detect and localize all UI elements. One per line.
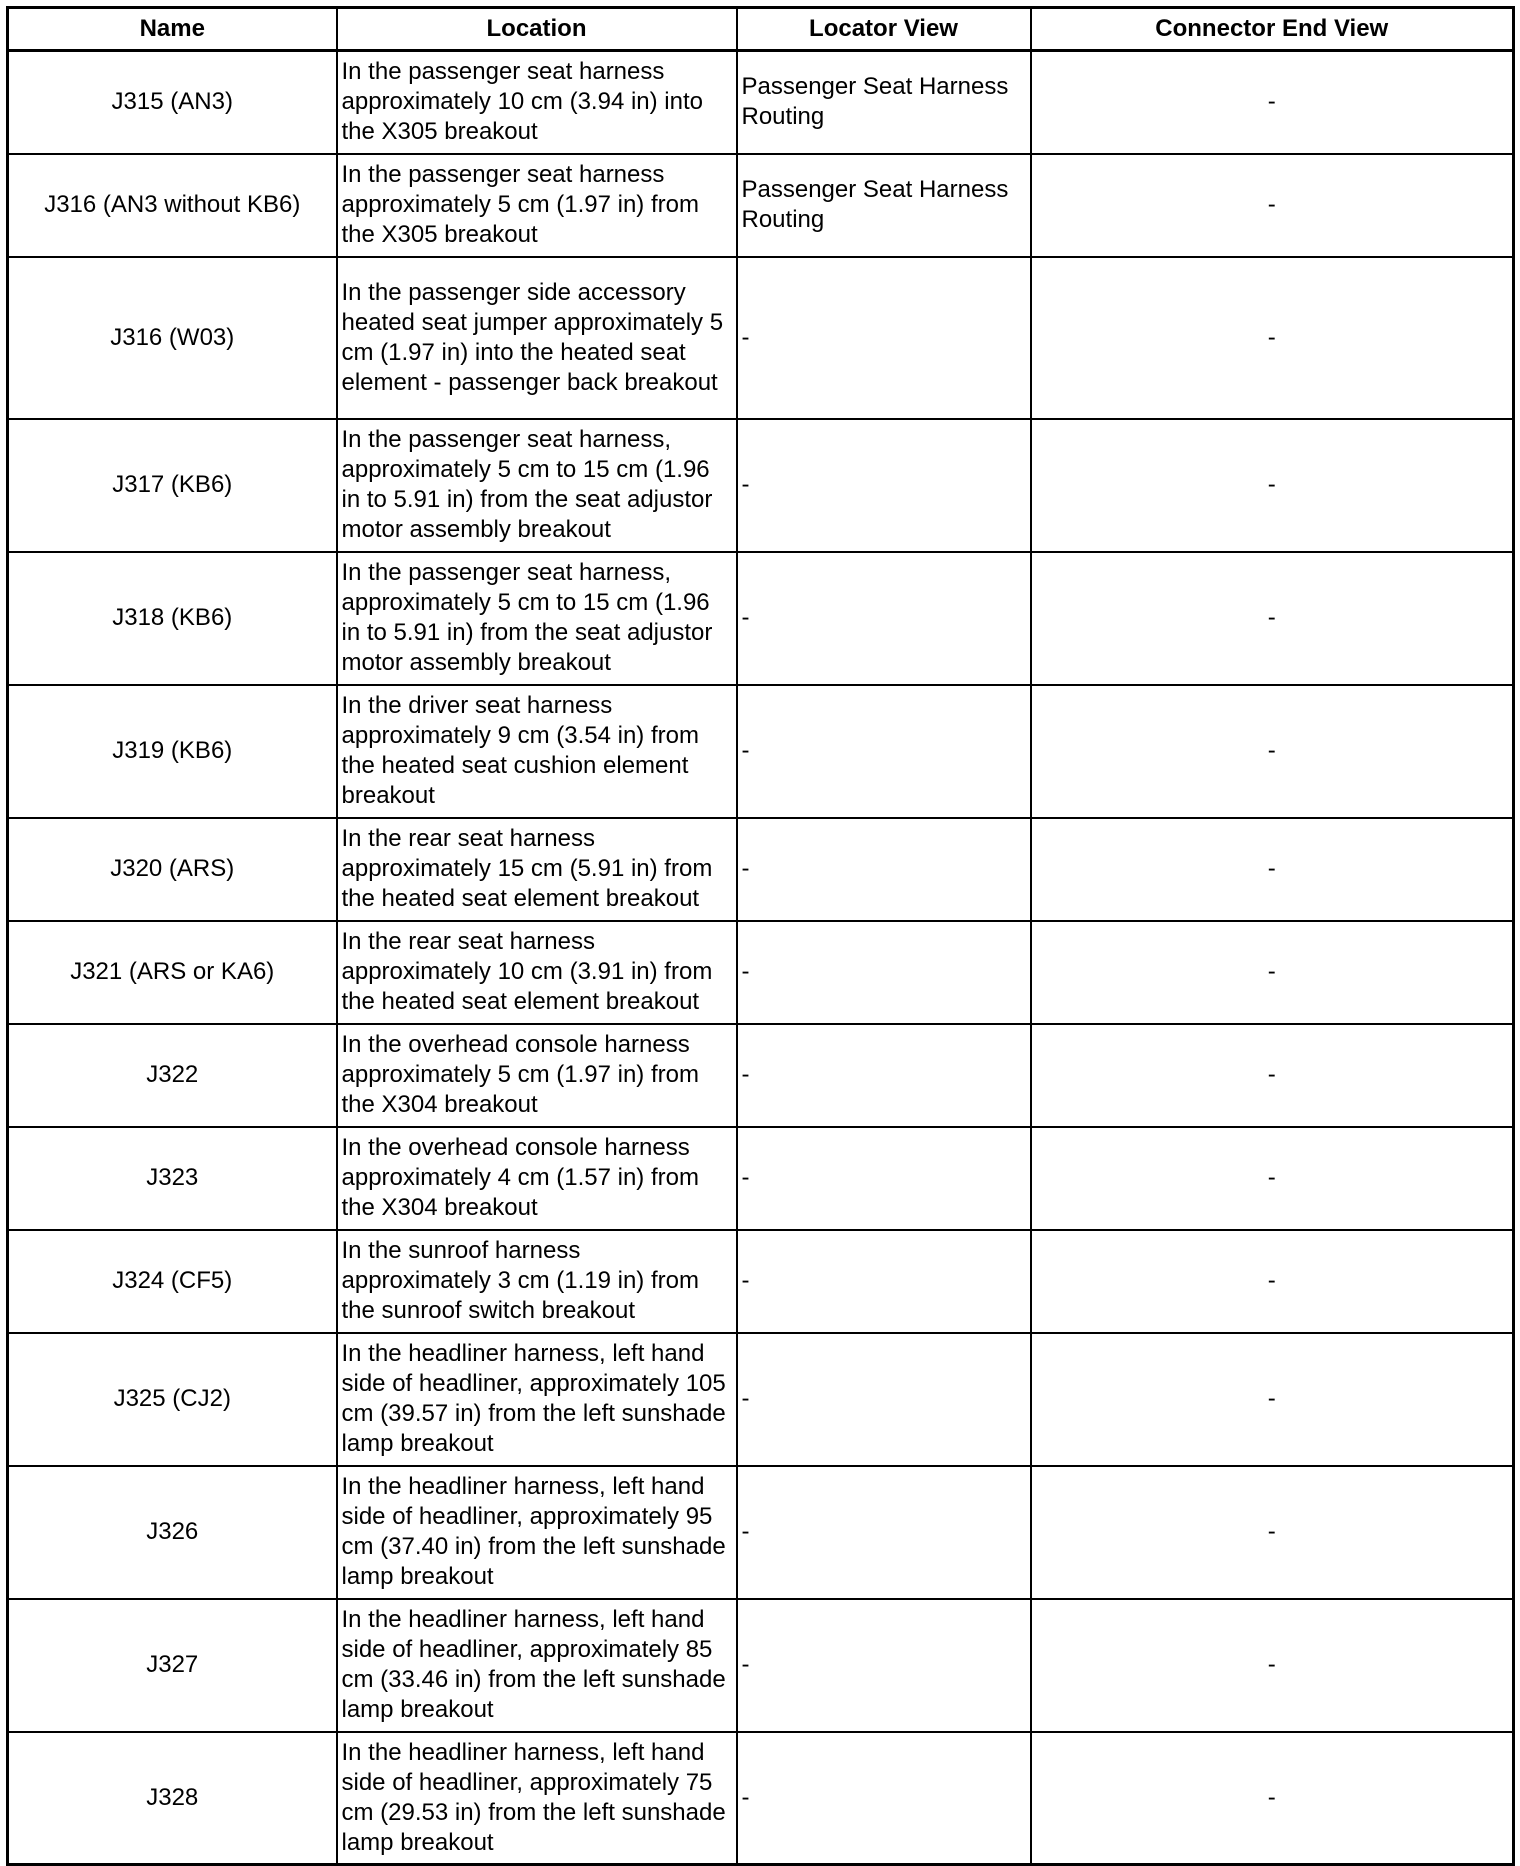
table-row bbox=[8, 818, 1514, 921]
cell-name: J328 bbox=[8, 1732, 337, 1865]
cell-connector-end-view: - bbox=[1031, 257, 1514, 419]
cell-connector-end-view: - bbox=[1031, 818, 1514, 921]
cell-location: In the passenger seat harness, approximately 5 cm to 15 cm (1.96 in to 5.91 in) from the seat adjustor motor assembly breakout bbox=[337, 552, 737, 685]
cell-connector-end-view: - bbox=[1031, 921, 1514, 1024]
cell-connector-end-view: - bbox=[1031, 1333, 1514, 1466]
cell-location: In the headliner harness, left hand side of headliner, approximately 105 cm (39.57 in) from the left sunshade lamp breakout bbox=[337, 1333, 737, 1466]
cell-name: J321 (ARS or KA6) bbox=[8, 921, 337, 1024]
cell-name: J326 bbox=[8, 1466, 337, 1599]
cell-name: J318 (KB6) bbox=[8, 552, 337, 685]
cell-locator-view: - bbox=[737, 685, 1031, 818]
cell-name: J317 (KB6) bbox=[8, 419, 337, 552]
header-name: Name bbox=[8, 8, 337, 51]
cell-locator-view: Passenger Seat Harness Routing bbox=[737, 51, 1031, 154]
cell-location: In the headliner harness, left hand side of headliner, approximately 95 cm (37.40 in) from the left sunshade lamp breakout bbox=[337, 1466, 737, 1599]
cell-name: J320 (ARS) bbox=[8, 818, 337, 921]
cell-location: In the overhead console harness approximately 5 cm (1.97 in) from the X304 breakout bbox=[337, 1024, 737, 1127]
table-row bbox=[8, 154, 1514, 257]
cell-name: J315 (AN3) bbox=[8, 51, 337, 154]
cell-location: In the headliner harness, left hand side of headliner, approximately 75 cm (29.53 in) from the left sunshade lamp breakout bbox=[337, 1732, 737, 1865]
cell-name: J316 (W03) bbox=[8, 257, 337, 419]
cell-name: J319 (KB6) bbox=[8, 685, 337, 818]
cell-connector-end-view: - bbox=[1031, 51, 1514, 154]
cell-connector-end-view: - bbox=[1031, 1466, 1514, 1599]
cell-connector-end-view: - bbox=[1031, 419, 1514, 552]
cell-location: In the passenger side accessory heated seat jumper approximately 5 cm (1.97 in) into the heated seat element - passenger back breakout bbox=[337, 257, 737, 419]
cell-locator-view: Passenger Seat Harness Routing bbox=[737, 154, 1031, 257]
cell-locator-view: - bbox=[737, 419, 1031, 552]
header-location: Location bbox=[337, 8, 737, 51]
cell-locator-view: - bbox=[737, 257, 1031, 419]
cell-name: J316 (AN3 without KB6) bbox=[8, 154, 337, 257]
table-row bbox=[8, 685, 1514, 818]
cell-locator-view: - bbox=[737, 1127, 1031, 1230]
cell-location: In the passenger seat harness approximately 5 cm (1.97 in) from the X305 breakout bbox=[337, 154, 737, 257]
table-row bbox=[8, 1230, 1514, 1333]
table-row bbox=[8, 1333, 1514, 1466]
cell-location: In the passenger seat harness approximately 10 cm (3.94 in) into the X305 breakout bbox=[337, 51, 737, 154]
cell-location: In the headliner harness, left hand side of headliner, approximately 85 cm (33.46 in) from the left sunshade lamp breakout bbox=[337, 1599, 737, 1732]
header-connector-end-view: Connector End View bbox=[1031, 8, 1514, 51]
cell-location: In the driver seat harness approximately 9 cm (3.54 in) from the heated seat cushion element breakout bbox=[337, 685, 737, 818]
table-row bbox=[8, 419, 1514, 552]
cell-connector-end-view: - bbox=[1031, 1732, 1514, 1865]
cell-connector-end-view: - bbox=[1031, 1230, 1514, 1333]
table-header bbox=[8, 8, 1514, 51]
cell-location: In the rear seat harness approximately 15 cm (5.91 in) from the heated seat element breakout bbox=[337, 818, 737, 921]
table-row bbox=[8, 1599, 1514, 1732]
cell-connector-end-view: - bbox=[1031, 1127, 1514, 1230]
table-body bbox=[8, 51, 1514, 1865]
splice-location-table bbox=[6, 6, 1515, 1866]
table-row bbox=[8, 257, 1514, 419]
table-row bbox=[8, 1127, 1514, 1230]
cell-location: In the passenger seat harness, approximately 5 cm to 15 cm (1.96 in to 5.91 in) from the seat adjustor motor assembly breakout bbox=[337, 419, 737, 552]
cell-locator-view: - bbox=[737, 1599, 1031, 1732]
table-row bbox=[8, 1024, 1514, 1127]
cell-connector-end-view: - bbox=[1031, 1024, 1514, 1127]
cell-connector-end-view: - bbox=[1031, 552, 1514, 685]
header-row bbox=[8, 8, 1514, 51]
cell-name: J325 (CJ2) bbox=[8, 1333, 337, 1466]
cell-locator-view: - bbox=[737, 552, 1031, 685]
cell-locator-view: - bbox=[737, 921, 1031, 1024]
header-locator-view: Locator View bbox=[737, 8, 1031, 51]
cell-name: J323 bbox=[8, 1127, 337, 1230]
cell-locator-view: - bbox=[737, 818, 1031, 921]
cell-location: In the rear seat harness approximately 10 cm (3.91 in) from the heated seat element breakout bbox=[337, 921, 737, 1024]
cell-name: J324 (CF5) bbox=[8, 1230, 337, 1333]
cell-locator-view: - bbox=[737, 1732, 1031, 1865]
table-row bbox=[8, 552, 1514, 685]
cell-connector-end-view: - bbox=[1031, 685, 1514, 818]
table-row bbox=[8, 1732, 1514, 1865]
cell-locator-view: - bbox=[737, 1333, 1031, 1466]
cell-name: J327 bbox=[8, 1599, 337, 1732]
table-row bbox=[8, 51, 1514, 154]
cell-locator-view: - bbox=[737, 1024, 1031, 1127]
cell-location: In the sunroof harness approximately 3 cm (1.19 in) from the sunroof switch breakout bbox=[337, 1230, 737, 1333]
cell-connector-end-view: - bbox=[1031, 154, 1514, 257]
table-row bbox=[8, 1466, 1514, 1599]
cell-locator-view: - bbox=[737, 1466, 1031, 1599]
table-row bbox=[8, 921, 1514, 1024]
cell-name: J322 bbox=[8, 1024, 337, 1127]
cell-locator-view: - bbox=[737, 1230, 1031, 1333]
cell-connector-end-view: - bbox=[1031, 1599, 1514, 1732]
cell-location: In the overhead console harness approximately 4 cm (1.57 in) from the X304 breakout bbox=[337, 1127, 737, 1230]
